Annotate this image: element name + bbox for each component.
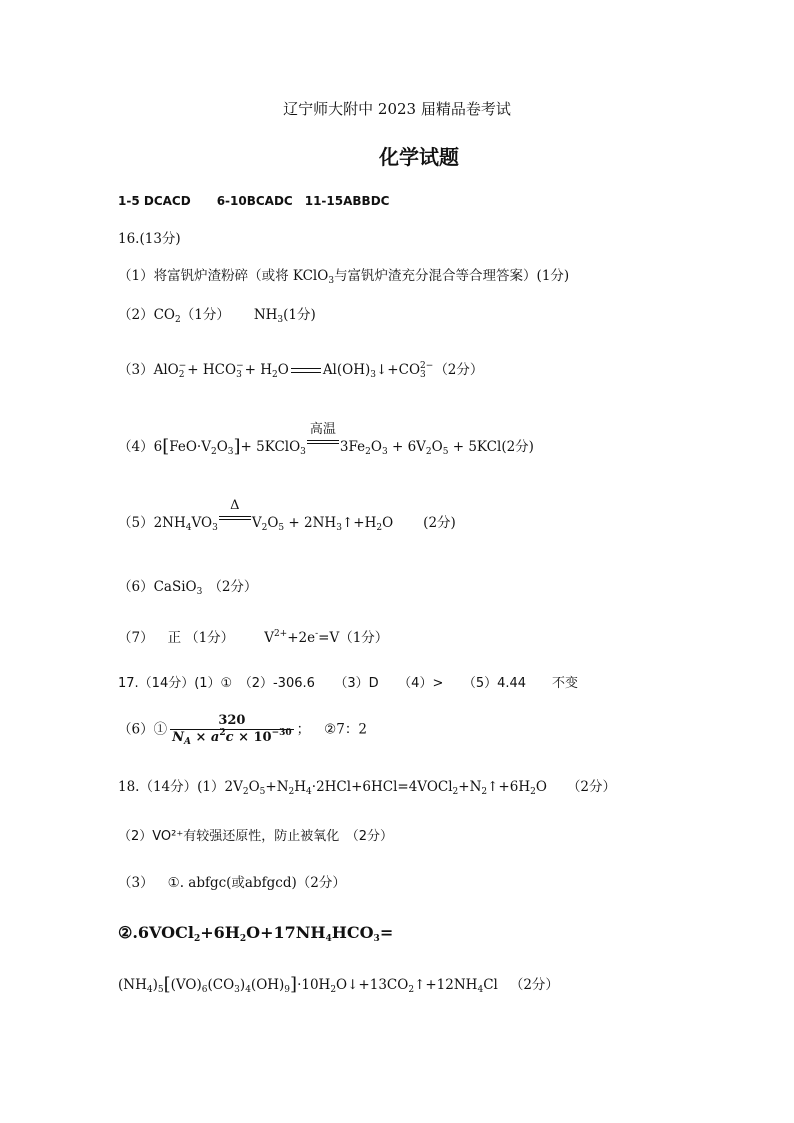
q18-part3: （3） ①. abfgc(或abfgcd)（2分） (118, 875, 346, 891)
q18-part2: （2）VO²⁺有较强还原性，防止被氧化 （2分） (118, 829, 394, 844)
exam-title: 辽宁师大附中 2023 届精品卷考试 (283, 100, 511, 118)
q17-line1: 17.（14分）(1）① （2）-306.6 （3）D （4）> （5）4.44 不变 (118, 676, 579, 691)
q16-part1: （1）将富钒炉渣粉碎（或将 KClO$_3$与富钒炉渣充分混合等合理答案）(1分) (118, 268, 570, 286)
q16-part4-equation: $(4)6[FeO\cdot V_2O_3]+$ 5KClO$_3$ 高温 $3Fe_2O_3 + 6V_2O_5 + 5KCl(2$分) (118, 422, 534, 457)
reaction-condition: Δ (230, 498, 240, 513)
q16-part6: （6）CaSiO$_3$ （2分） (118, 579, 258, 597)
q18-part1-equation: 18.（14分）$(1)2V_2O_5+N_2H_4\cdot 2HCl+6HCl=4VOCl_2+N_2↑+6H_2O$ （2分） (118, 779, 617, 797)
q16-part5-equation: $(5)2NH_4VO_3$ Δ $V_2O_5$ + $2NH_3↑+H_2O$ (2分) (118, 498, 456, 533)
density-fraction: $\frac{320}{N_A \times a^2c \times 10^{-30}}$ (172, 713, 292, 747)
q16-part2: $(2)CO_2(1$分） $NH_3(1$分) (118, 307, 316, 325)
reaction-condition: 高温 (309, 422, 336, 437)
q17-part6: （6）① $\frac{320}{N_A \times a^2c \times 10^{-30}}$ ； ②7：2 (118, 713, 367, 747)
mc-answers (118, 192, 389, 210)
mc-group-1: 1-5 DCACD (118, 194, 191, 208)
page-title: 化学试题 (379, 145, 459, 169)
q16-part3-equation: （3）AlO − 2 + HCO − 3 + $H_2O$ $Al(OH)_3↓+CO$ 2− 3 （2分） (118, 360, 484, 380)
equals-sign-icon (291, 368, 321, 373)
q16-heading: 16.(13分) (118, 231, 181, 247)
q18-equation2-line2: $(NH_4)_5[(VO)_6(CO_3)_4(OH)_9]\cdot 10H_2O↓+13CO_2↑+12NH_4Cl$ （2分） (118, 974, 559, 995)
q18-equation2-line1: $②.6VOCl_2+6H_2O+17NH_4HCO_3=$ (118, 923, 394, 944)
q16-part7: （7） 正 （1分） $V^{2+}+2e^-=V(1$分） (118, 629, 389, 646)
mc-group-3: 11-15ABBDC (304, 194, 390, 208)
mc-group-2: 6-10BCADC (216, 194, 293, 208)
